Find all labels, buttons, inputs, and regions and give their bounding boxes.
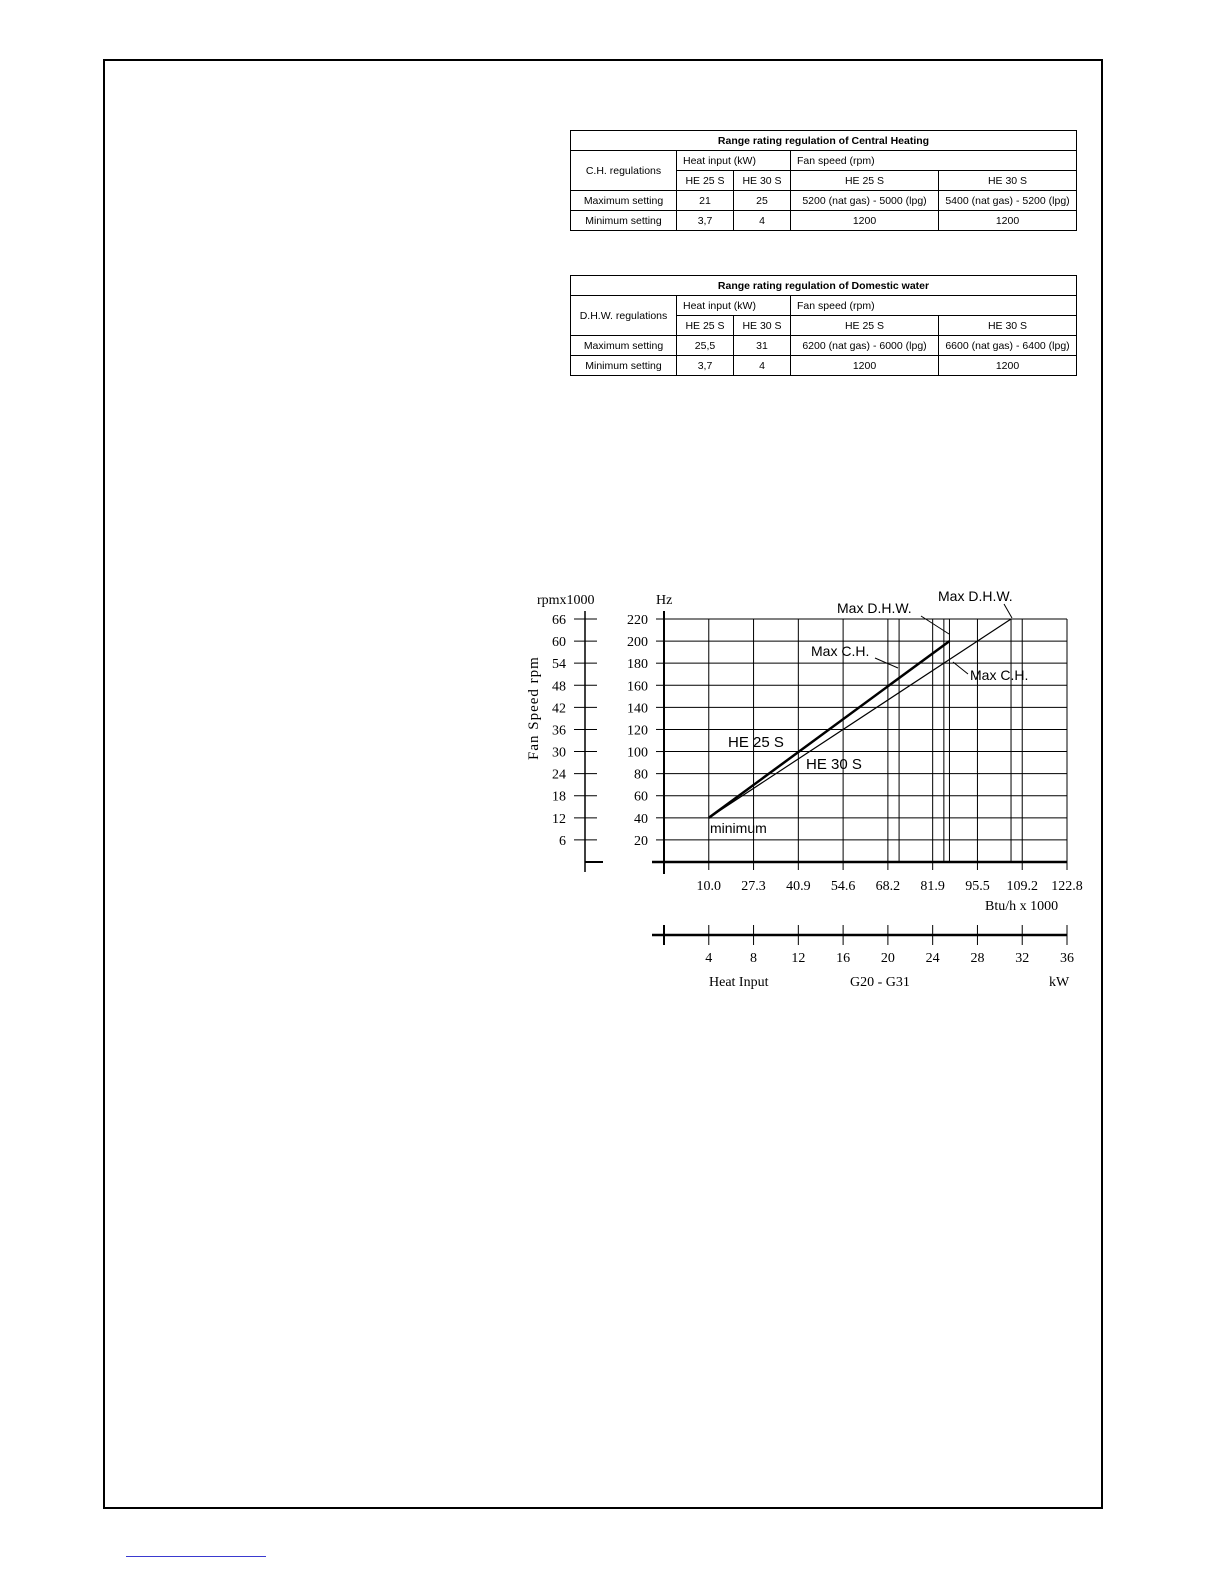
hz-tick-label: 180 — [627, 657, 648, 673]
kw-axis — [652, 925, 1074, 966]
fan-speed-header: Fan speed (rpm) — [791, 151, 1077, 171]
max-ch-annotation-25: Max C.H. — [811, 643, 870, 659]
kw-tick-label: 12 — [791, 951, 806, 966]
btu-tick-label: 122.8 — [1051, 879, 1083, 894]
btu-tick-label: 81.9 — [920, 879, 945, 894]
hz-tick-label: 80 — [634, 767, 648, 783]
max-dhw-annotation-30: Max D.H.W. — [938, 588, 1013, 604]
row-label: Maximum setting — [571, 336, 677, 356]
hz-axis — [627, 611, 664, 874]
model-header: HE 30 S — [734, 171, 791, 191]
rpm-tick-label: 60 — [552, 635, 566, 651]
kw-tick-label: 36 — [1060, 951, 1074, 966]
max-dhw-annotation-25: Max D.H.W. — [837, 600, 912, 616]
table-cell: 1200 — [939, 211, 1077, 231]
table-cell: 25 — [734, 191, 791, 211]
hz-tick-label: 40 — [634, 811, 648, 827]
btu-tick-label: 109.2 — [1006, 879, 1038, 894]
hz-tick-label: 120 — [627, 723, 648, 739]
rpm-tick-label: 48 — [552, 679, 566, 695]
model-header: HE 30 S — [939, 171, 1077, 191]
rpm-tick-label: 42 — [552, 701, 566, 717]
btu-tick-label: 40.9 — [786, 879, 811, 894]
btu-tick-label: 54.6 — [830, 879, 856, 894]
model-header: HE 25 S — [791, 316, 939, 336]
kw-tick-label: 20 — [880, 951, 895, 966]
rpm-tick-label: 54 — [552, 657, 566, 673]
rpm-tick-label: 24 — [552, 767, 566, 783]
minimum-annotation: minimum — [710, 820, 767, 836]
heat-input-header: Heat input (kW) — [677, 151, 791, 171]
table-cell: 3,7 — [677, 211, 734, 231]
rpm-tick-label: 30 — [552, 745, 566, 761]
hz-axis-title: Hz — [656, 593, 673, 608]
row-header: C.H. regulations — [571, 151, 677, 191]
rpm-tick-label: 66 — [552, 613, 566, 628]
rpm-tick-label: 18 — [552, 789, 566, 805]
table-cell: 31 — [734, 336, 791, 356]
he30-series-label: HE 30 S — [806, 756, 862, 773]
table-cell: 4 — [734, 356, 791, 376]
kw-tick-label: 16 — [836, 951, 851, 966]
model-header: HE 25 S — [677, 171, 734, 191]
table-cell: 3,7 — [677, 356, 734, 376]
rpm-tick-label: 36 — [552, 723, 566, 739]
kw-tick-label: 28 — [970, 951, 985, 966]
btu-tick-label: 27.3 — [741, 879, 766, 894]
table-cell: 5400 (nat gas) - 5200 (lpg) — [939, 191, 1077, 211]
hz-tick-label: 100 — [627, 745, 648, 761]
hz-tick-label: 200 — [627, 635, 648, 651]
table-cell: 1200 — [939, 356, 1077, 376]
table-title: Range rating regulation of Domestic water — [571, 276, 1077, 296]
hz-tick-label: 20 — [634, 833, 648, 849]
he25-series-label: HE 25 S — [728, 734, 784, 751]
kw-unit-label: kW — [1049, 975, 1070, 990]
btu-axis-label: Btu/h x 1000 — [985, 899, 1059, 914]
rpm-axis-title: rpmx1000 — [537, 593, 595, 608]
btu-axis — [652, 862, 1083, 894]
model-header: HE 25 S — [677, 316, 734, 336]
fan-speed-header: Fan speed (rpm) — [791, 296, 1077, 316]
gas-type-label: G20 - G31 — [850, 975, 910, 990]
table-cell: 4 — [734, 211, 791, 231]
leader-line — [953, 662, 968, 674]
heat-input-label: Heat Input — [709, 975, 769, 990]
hz-tick-label: 60 — [634, 789, 648, 805]
row-header: D.H.W. regulations — [571, 296, 677, 336]
fan-speed-axis-label: Fan Speed rpm — [526, 656, 542, 760]
btu-tick-label: 95.5 — [965, 879, 990, 894]
kw-tick-label: 32 — [1015, 951, 1030, 966]
rpm-tick-label: 6 — [559, 833, 566, 849]
table-cell: 6200 (nat gas) - 6000 (lpg) — [791, 336, 939, 356]
leader-line — [1004, 604, 1012, 618]
table-title: Range rating regulation of Central Heating — [571, 131, 1077, 151]
table-cell: 1200 — [791, 211, 939, 231]
hz-tick-label: 160 — [627, 679, 648, 695]
hz-tick-label: 220 — [627, 613, 648, 628]
row-label: Minimum setting — [571, 211, 677, 231]
model-header: HE 25 S — [791, 171, 939, 191]
table-cell: 5200 (nat gas) - 5000 (lpg) — [791, 191, 939, 211]
heat-input-header: Heat input (kW) — [677, 296, 791, 316]
btu-tick-label: 68.2 — [875, 879, 901, 894]
row-label: Maximum setting — [571, 191, 677, 211]
row-label: Minimum setting — [571, 356, 677, 376]
table-cell: 25,5 — [677, 336, 734, 356]
kw-tick-label: 4 — [705, 951, 713, 966]
model-header: HE 30 S — [734, 316, 791, 336]
max-ch-annotation-30: Max C.H. — [970, 667, 1029, 683]
kw-tick-label: 8 — [750, 951, 758, 966]
rpm-tick-label: 12 — [552, 811, 566, 827]
hz-tick-label: 140 — [627, 701, 648, 717]
kw-tick-label: 24 — [925, 951, 940, 966]
model-header: HE 30 S — [939, 316, 1077, 336]
footer-link-underline — [126, 1556, 266, 1557]
table-cell: 1200 — [791, 356, 939, 376]
table-cell: 21 — [677, 191, 734, 211]
rpm-axis — [552, 611, 603, 872]
btu-tick-label: 10.0 — [696, 879, 722, 894]
table-cell: 6600 (nat gas) - 6400 (lpg) — [939, 336, 1077, 356]
